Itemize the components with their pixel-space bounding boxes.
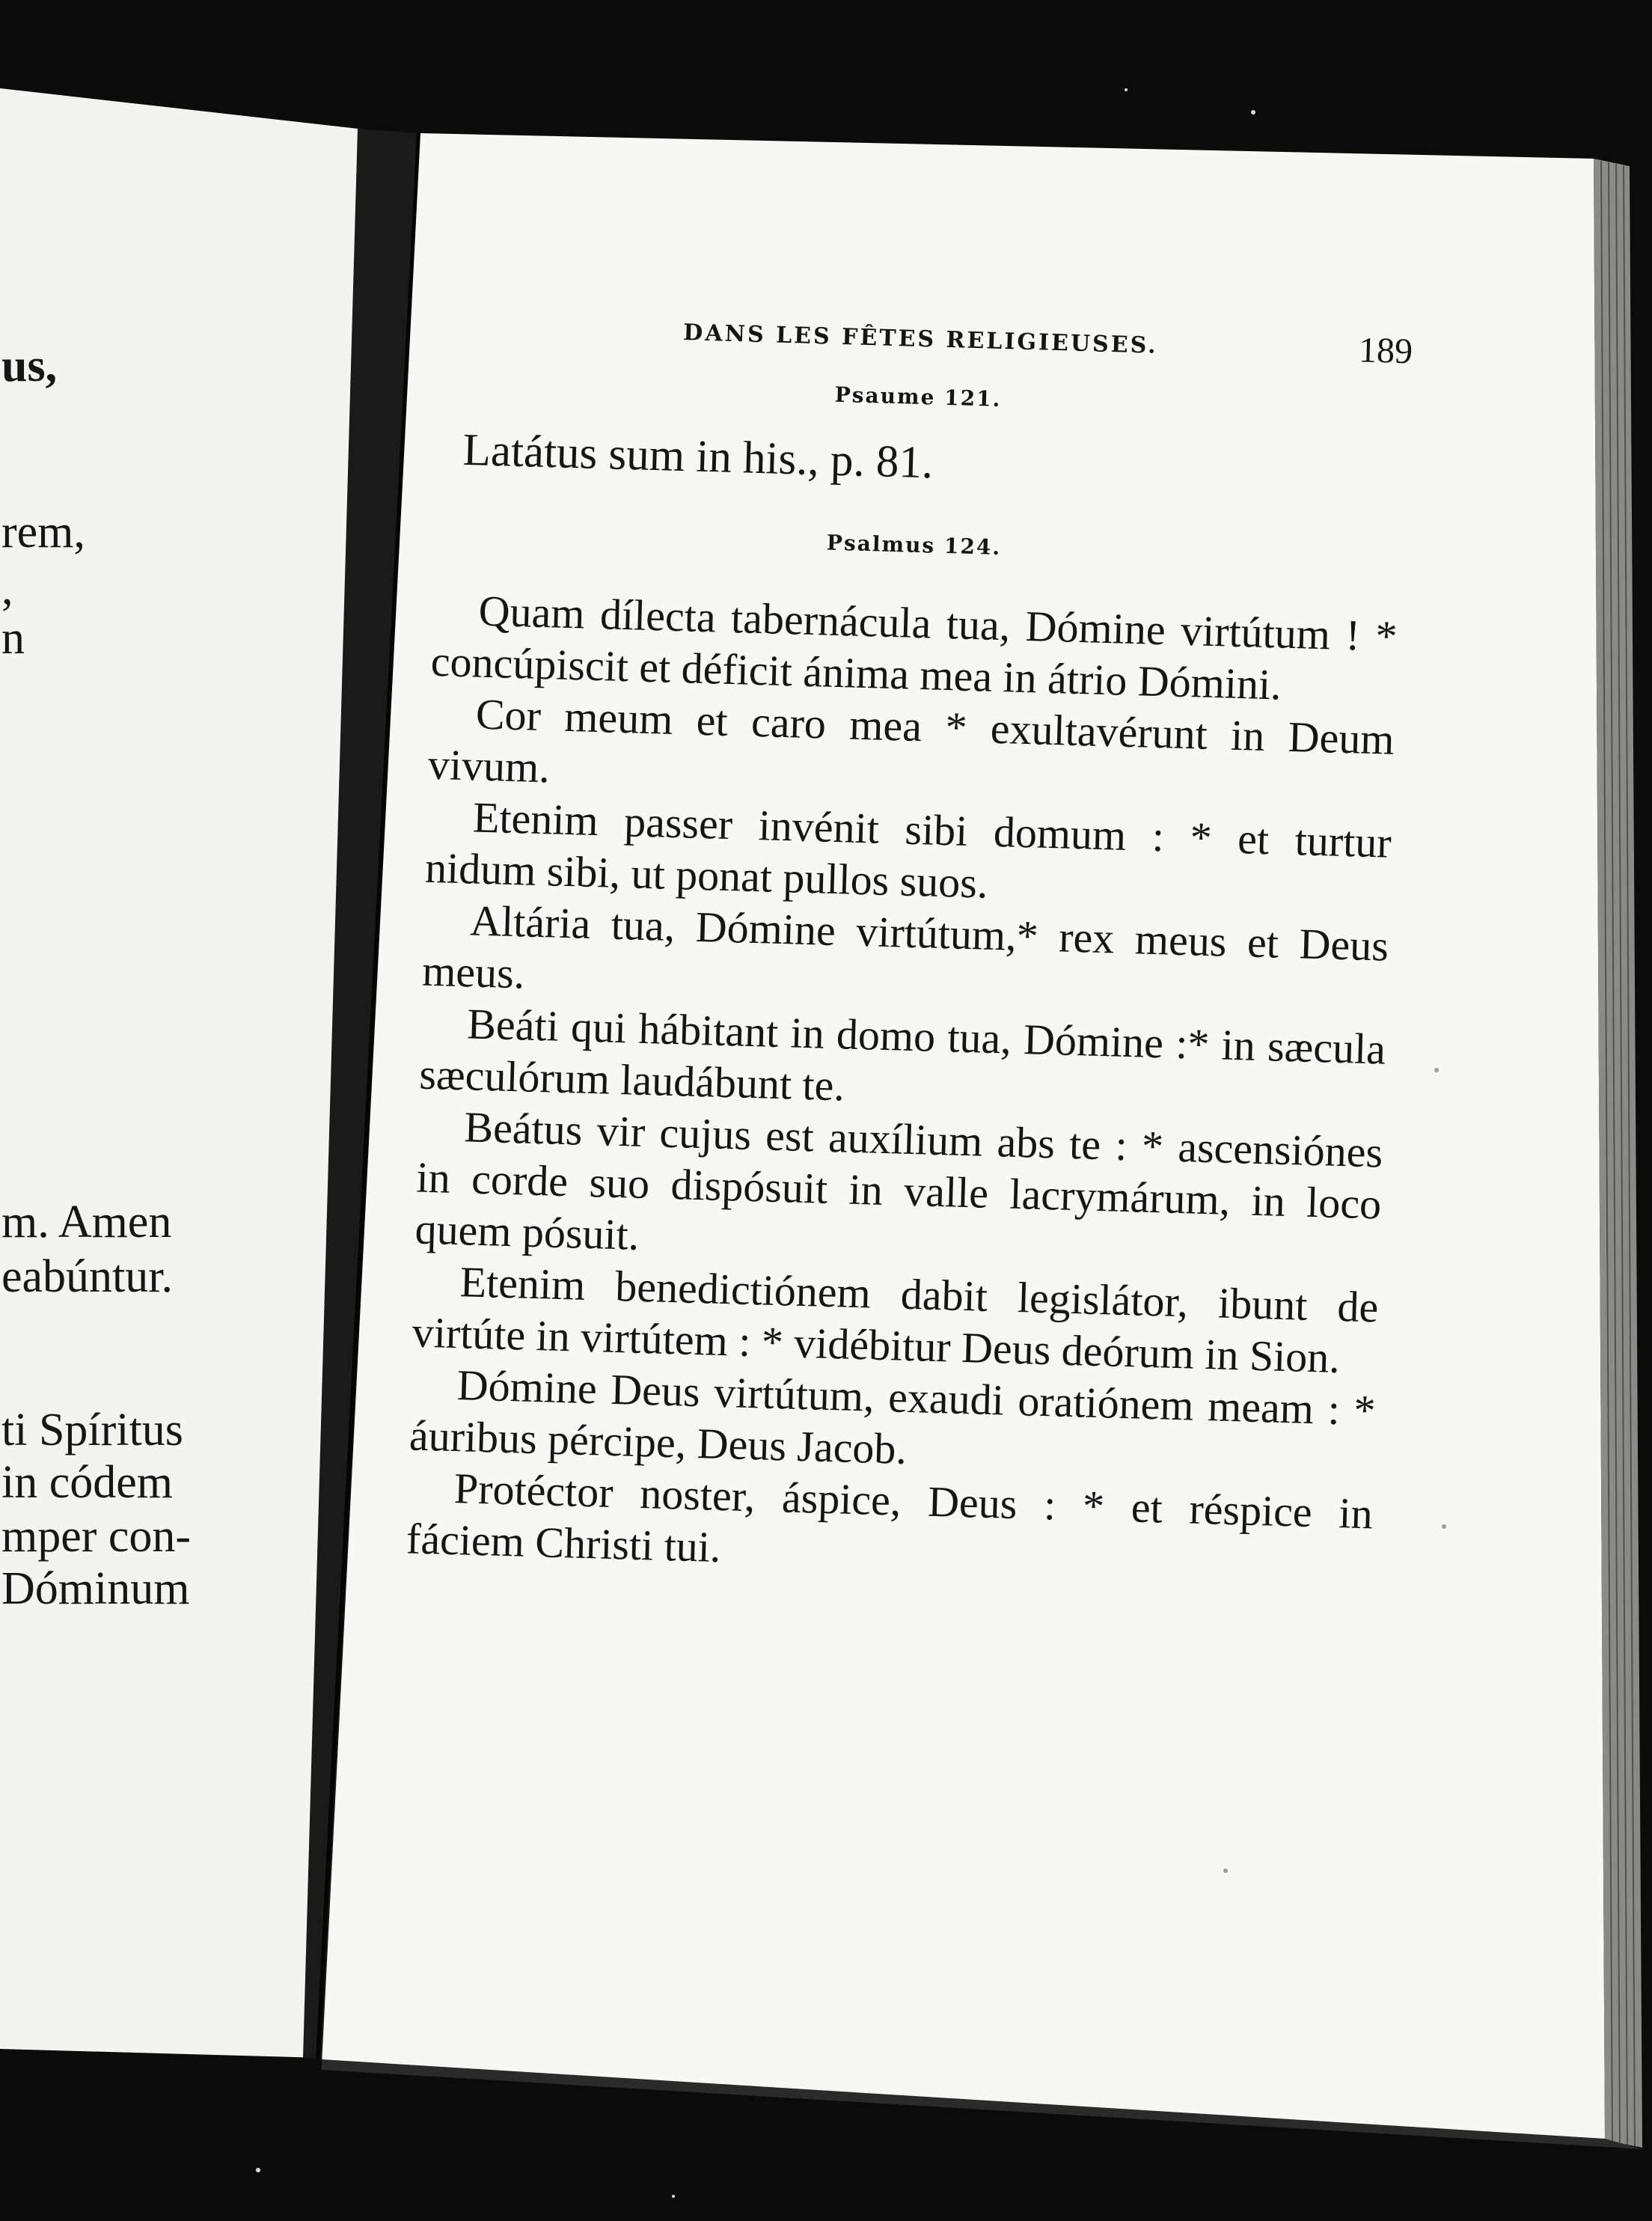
- left-page-line-10: Dóminum: [1, 1563, 190, 1614]
- verse-8: Dómine Deus virtútum, exaudi oratiónem meam : * áuribus pércipe, Deus Jacob.: [409, 1360, 1377, 1473]
- verse-6: Beátus vir cujus est auxílium abs te : * ascensiónes in corde suo dispósuit in valle lacrymárum, in loco quem pósuit.: [414, 1102, 1384, 1259]
- verse-9: Protéctor noster, áspice, Deus : * et réspice in fáciem Christi tui.: [406, 1464, 1374, 1572]
- right-page-paper: [322, 133, 1605, 2140]
- running-head: DANS LES FÊTES RELIGIEUSES.: [682, 320, 1159, 359]
- left-page-line-3: ,: [1, 563, 13, 614]
- left-page-line-4: n: [1, 613, 25, 664]
- verse-2: Cor meum et caro mea * exultavérunt in Deum vivum.: [427, 689, 1395, 792]
- verse-7: Etenim benedictiónem dabit legislátor, ibunt de virtúte in virtútem : * vidébitur Deus deórum in Sion.: [411, 1257, 1380, 1383]
- left-page-line-6: eabúntur.: [1, 1251, 173, 1302]
- heading-psalmus-124: Psalmus 124.: [826, 530, 1002, 560]
- verse-1: Quam dílecta tabernácula tua, Dómine virtútum ! * concúpiscit et déficit ánima mea in átrio Dómini.: [430, 586, 1398, 709]
- left-page-line-9: mper con-: [1, 1511, 192, 1562]
- verse-3: Etenim passer invénit sibi domum : * et turtur nidum sibi, ut ponat pullos suos.: [424, 792, 1392, 908]
- left-page-line-2: rem,: [1, 507, 85, 557]
- verse-4: Altária tua, Dómine virtútum,* rex meus et Deus meus.: [421, 896, 1389, 998]
- verse-5: Beáti qui hábitant in domo tua, Dómine :* in sæcula sæculórum laudábunt te.: [418, 999, 1386, 1110]
- left-page-line-8: in códem: [1, 1457, 173, 1508]
- left-page-line-1: us,: [1, 340, 58, 391]
- page-number: 189: [1358, 330, 1413, 372]
- left-page-line-5: m. Amen: [1, 1197, 172, 1247]
- psalm-reference-line: Latátus sum in his., p. 81.: [462, 424, 934, 489]
- left-page-line-7: ti Spíritus: [1, 1405, 183, 1455]
- heading-psaume-121: Psaume 121.: [834, 382, 1002, 412]
